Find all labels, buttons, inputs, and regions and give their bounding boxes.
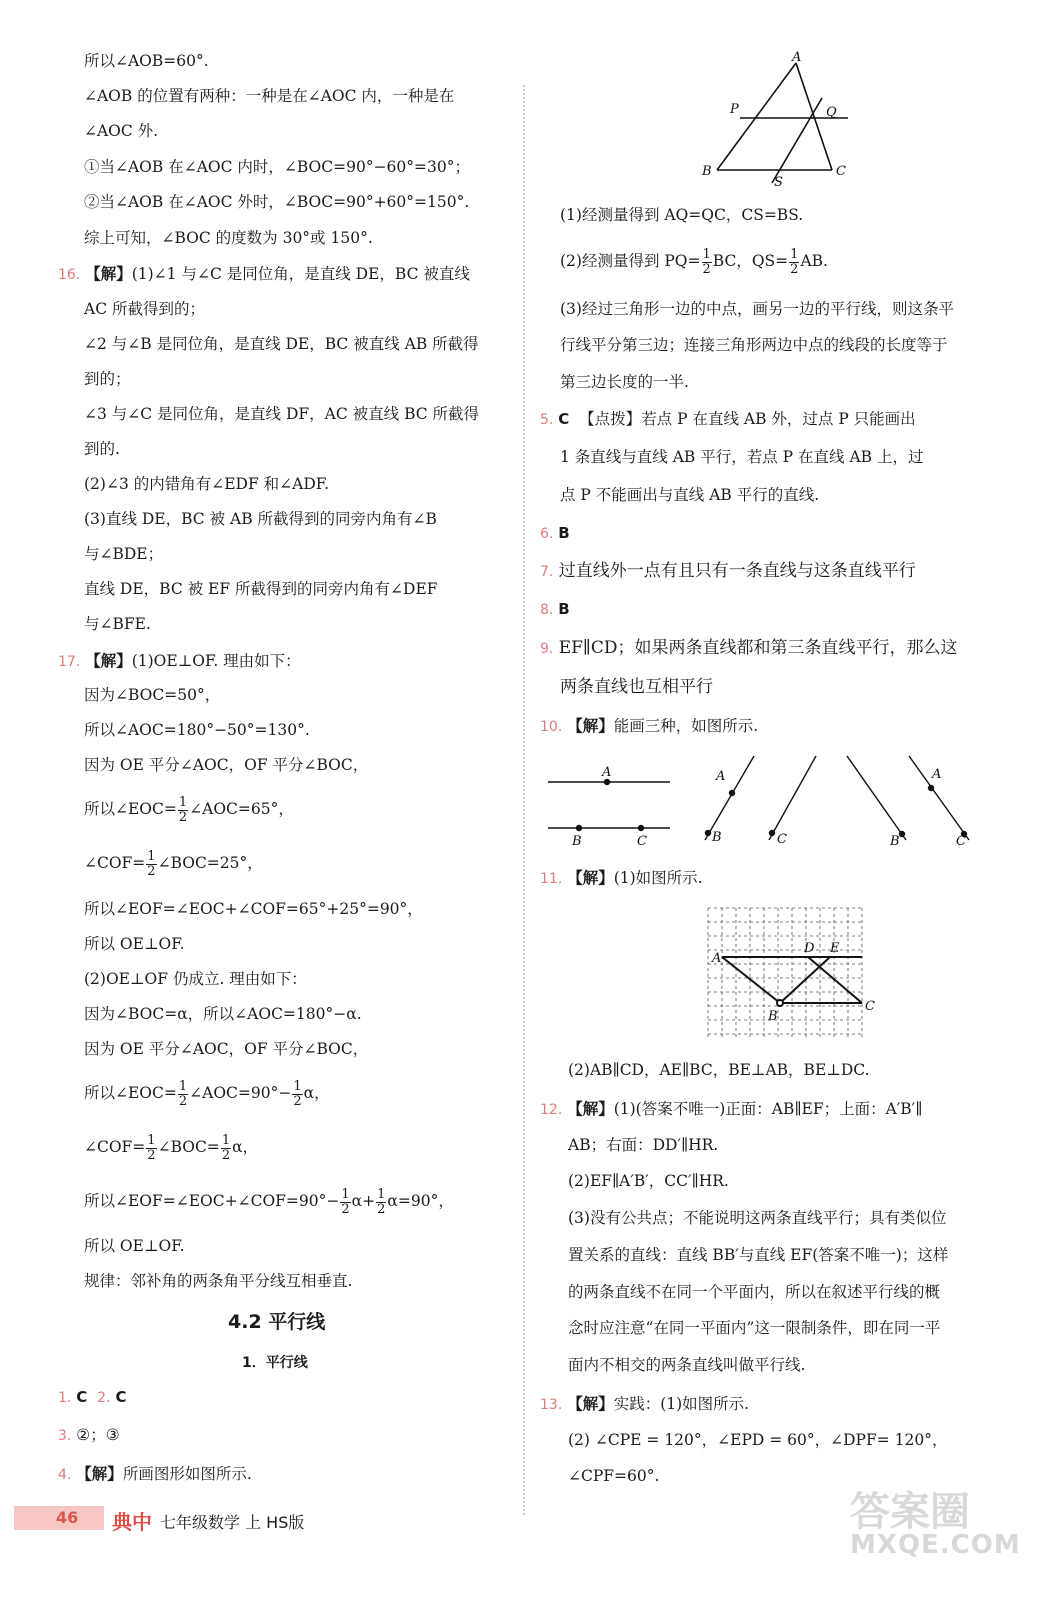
text-line: (1)(答案不唯一)正面：AB∥EF；上面：A′B′∥ [613,1100,923,1118]
text-line: 置关系的直线：直线 BB′与直线 EF(答案不唯一)；这样 [568,1246,949,1264]
text-line: ∠AOB 的位置有两种：一种是在∠AOC 内，一种是在 [84,87,455,105]
question-number: 17. [58,654,81,670]
text-segment: AB. [800,252,828,271]
text-line: 能画三种，如图所示. [613,717,759,735]
text-line: (2)AB∥CD，AE∥BC，BE⊥AB，BE⊥DC. [568,1061,870,1079]
question-number: 7. [540,564,554,580]
fraction [702,248,712,276]
text-line: 的两条直线不在同一个平面内，所以在叙述平行线的概 [568,1283,941,1301]
denominator: 2 [293,1093,302,1109]
fig-label-c: C [956,834,966,849]
text-line: ①当∠AOB 在∠AOC 内时，∠BOC=90°−60°=30°； [84,158,470,176]
question-5 [540,412,916,428]
question-number: 5. [540,412,554,428]
denominator: 2 [221,1147,231,1163]
question-6 [540,526,570,542]
text-line: EF∥CD；如果两条直线都和第三条直线平行，那么这 [558,638,958,658]
text-line: (3)没有公共点；不能说明这两条直线平行；具有类似位 [568,1209,947,1227]
text-line: (2) ∠CPE = 120°，∠EPD = 60°，∠DPF= 120°， [568,1431,948,1449]
solution-tag: 【解】 [85,264,132,283]
text-segment: BC，QS= [712,252,789,271]
answer-text: 过直线外一点有且只有一条直线与这条直线平行 [558,561,916,581]
question-number: 9. [540,641,554,657]
text-line: 因为∠BOC=50°， [84,686,221,704]
text-line: 面内不相交的两条直线叫做平行线. [568,1356,806,1374]
text-line: (2)OE⊥OF 仍成立. 理由如下： [84,970,307,988]
brand-logo: 典中 [112,1510,152,1534]
equation-line [84,1134,258,1162]
text-line: 与∠BDE； [84,545,164,563]
fig-label-a: A [602,765,612,780]
question-10 [540,718,758,735]
subsection-title: 1．平行线 [242,1355,308,1371]
three-cases-figure [544,748,1014,852]
denominator: 2 [377,1201,386,1217]
denominator: 2 [178,1093,188,1109]
watermark [850,1480,1021,1560]
question-number: 3. [58,1428,72,1444]
question-12 [540,1101,922,1118]
fig-label-a: A [712,951,722,966]
text-line: (3)经过三角形一边的中点，画另一边的平行线，则这条平 [560,300,954,318]
text-segment: α， [232,1138,259,1157]
fig-label-a: A [932,767,942,782]
line-through-a [705,756,754,840]
denominator: 2 [790,261,799,277]
question-number: 2. [97,1390,111,1406]
fig-label-b: B [890,834,900,849]
fig-label-a: A [716,769,726,784]
text-segment: ∠AOC=90°− [189,1084,292,1103]
fig-label-a: A [792,50,802,65]
grid-figure [690,900,875,1046]
fig-label-e: E [830,941,840,956]
text-segment: ∠BOC= [157,1138,220,1157]
point-b [577,826,582,831]
fig-label-d: D [804,941,815,956]
solution-tag: 【解】 [567,868,614,887]
text-line: 两条直线也互相平行 [560,677,713,697]
text-line: ∠CPF=60°. [568,1467,660,1485]
fraction [376,1188,386,1216]
text-segment: 所以∠EOC= [84,1084,177,1103]
denominator: 2 [702,261,711,277]
equation-line [560,248,828,276]
point-c [770,831,775,836]
text-line: AC 所截得到的； [84,300,205,318]
numerator: 1 [221,1133,231,1148]
answer: B [558,524,570,542]
text-line: (3)直线 DE，BC 被 AB 所截得到的同旁内角有∠B [84,510,437,528]
text-line: 点 P 不能画出与直线 AB 平行的直线. [560,486,820,504]
fig-label-c: C [836,164,846,179]
fig-label-c: C [777,832,787,847]
answer: C [558,410,570,428]
denominator: 2 [341,1201,350,1217]
answer: ②；③ [76,1426,120,1444]
answer-4 [58,1466,252,1483]
numerator: 1 [341,1187,350,1202]
numerator: 1 [147,1133,156,1148]
fraction [146,1134,156,1162]
point-b [900,832,905,837]
question-9 [540,640,957,657]
question-8 [540,602,570,618]
text-line: 所以 OE⊥OF. [84,935,185,953]
fig-label-c: C [637,834,647,849]
question-7 [540,563,916,580]
solution-tag: 【解】 [85,651,132,670]
solution-tag: 【解】 [567,1099,614,1118]
question-number: 16. [58,267,81,283]
watermark-url: MXQE.COM [850,1530,1021,1560]
text-line: 1 条直线与直线 AB 平行，若点 P 在直线 AB 上，过 [560,448,924,466]
text-line: 因为∠BOC=α，所以∠AOC=180°−α. [84,1005,362,1023]
watermark-text: 答案圈 [850,1489,970,1535]
numerator: 1 [377,1187,386,1202]
solution-tag: 【解】 [76,1464,123,1483]
solution-tag: 【解】 [567,1394,614,1413]
text-line: 到的. [84,440,120,458]
question-number: 12. [540,1102,563,1118]
denominator: 2 [178,809,188,825]
text-line: 到的； [84,370,131,388]
text-segment: α， [303,1084,330,1103]
fraction [789,248,799,276]
fig-label-b: B [702,164,712,179]
fig-label-q: Q [826,105,837,120]
text-segment: ∠AOC=65°， [189,800,294,819]
line-bc-slant [769,756,816,840]
answer: C [115,1388,127,1406]
answers-1-2 [58,1390,126,1406]
book-title: 七年级数学 上 HS版 [160,1513,305,1532]
question-number: 1. [58,1390,72,1406]
numerator: 1 [702,247,711,262]
fig-label-b: B [572,834,582,849]
answer: C [76,1388,88,1406]
text-line: ②当∠AOB 在∠AOC 外时，∠BOC=90°+60°=150°. [84,193,470,211]
numerator: 1 [178,1079,188,1094]
text-segment: ∠COF= [84,1138,146,1157]
numerator: 1 [178,795,188,810]
text-line: 第三边长度的一半. [560,373,689,391]
fraction [292,1080,302,1108]
text-line: (2)EF∥A′B′，CC′∥HR. [568,1172,729,1190]
point-a [730,791,735,796]
text-segment: (2)经测量得到 PQ= [560,252,701,271]
side-ab [717,63,796,170]
text-line: ∠AOC 外. [84,122,159,140]
text-line: (1)∠1 与∠C 是同位角，是直线 DE，BC 被直线 [131,265,470,283]
triangle-figure [690,50,1030,190]
denominator: 2 [147,863,156,879]
question-number: 10. [540,719,563,735]
text-line: 综上可知，∠BOC 的度数为 30°或 150°. [84,229,373,247]
numerator: 1 [147,849,156,864]
text-line: 所以∠AOC=180°−50°=130°. [84,721,310,739]
text-segment: α=90°， [387,1192,454,1211]
fraction [178,796,188,824]
text-segment: 所以∠EOF=∠EOC+∠COF=90°− [84,1192,340,1211]
text-line: 念时应注意“在同一平面内”这一限制条件，即在同一平 [568,1319,941,1337]
text-line: AB；右面：DD′∥HR. [568,1136,719,1154]
equation-line [84,1080,330,1108]
equation-line [84,850,263,878]
text-line: 与∠BFE. [84,615,151,633]
solution-tag: 【解】 [567,716,614,735]
question-number: 8. [540,602,554,618]
question-number: 4. [58,1467,72,1483]
text-line: ∠2 与∠B 是同位角，是直线 DE，BC 被直线 AB 所截得 [84,335,479,353]
text-line: 所以∠AOB=60°. [84,52,209,70]
denominator: 2 [147,1147,156,1163]
question-11 [540,870,703,887]
text-line: 实践：(1)如图所示. [613,1395,750,1413]
column-divider [523,85,525,1515]
question-17 [58,653,301,670]
point-a [605,780,610,785]
page-number: 46 [14,1506,104,1530]
question-number: 6. [540,526,554,542]
fig-label-s: S [774,175,783,190]
point-a [929,786,934,791]
question-number: 11. [540,871,563,887]
answer: B [558,600,570,618]
text-line: ∠3 与∠C 是同位角，是直线 DF，AC 被直线 BC 所截得 [84,405,480,423]
fraction [221,1134,231,1162]
numerator: 1 [790,247,799,262]
text-line: (1)OE⊥OF. 理由如下： [131,652,301,670]
text-line: 因为 OE 平分∠AOC，OF 平分∠BOC， [84,756,369,774]
point-b [777,1000,783,1006]
section-title: 4.2 平行线 [228,1311,326,1333]
text-line: 行线平分第三边；连接三角形两边中点的线段的长度等于 [560,336,948,354]
fraction [146,850,156,878]
text-line: 规律：邻补角的两条角平分线互相垂直. [84,1272,353,1290]
text-segment: ∠COF= [84,854,146,873]
text-line: 【点拨】若点 P 在直线 AB 外，过点 P 只能画出 [579,410,916,428]
text-line: 所画图形如图所示. [122,1465,252,1483]
fig-label-c: C [865,999,875,1014]
answer-3 [58,1428,120,1444]
equation-line [84,796,294,824]
equation-line [84,1188,454,1216]
line-bc-slant [847,756,906,840]
question-number: 13. [540,1397,563,1413]
fig-label-p: P [730,102,739,117]
fraction [178,1080,188,1108]
question-13 [540,1396,749,1413]
text-segment: α+ [351,1192,376,1211]
text-line: (1)如图所示. [613,869,703,887]
question-16 [58,266,470,283]
fraction [340,1188,350,1216]
text-line: 直线 DE，BC 被 EF 所截得到的同旁内角有∠DEF [84,580,438,598]
numerator: 1 [293,1079,302,1094]
text-segment: 所以∠EOC= [84,800,177,819]
text-segment: ∠BOC=25°， [157,854,263,873]
text-line: (2)∠3 的内错角有∠EDF 和∠ADF. [84,475,330,493]
text-line: 因为 OE 平分∠AOC，OF 平分∠BOC， [84,1040,369,1058]
text-line: 所以 OE⊥OF. [84,1237,185,1255]
text-line: (1)经测量得到 AQ=QC，CS=BS. [560,206,804,224]
fig-label-b: B [712,830,722,845]
text-line: 所以∠EOF=∠EOC+∠COF=65°+25°=90°， [84,900,423,918]
point-b [706,831,711,836]
point-c [639,826,644,831]
fig-label-b: B [768,1009,778,1024]
